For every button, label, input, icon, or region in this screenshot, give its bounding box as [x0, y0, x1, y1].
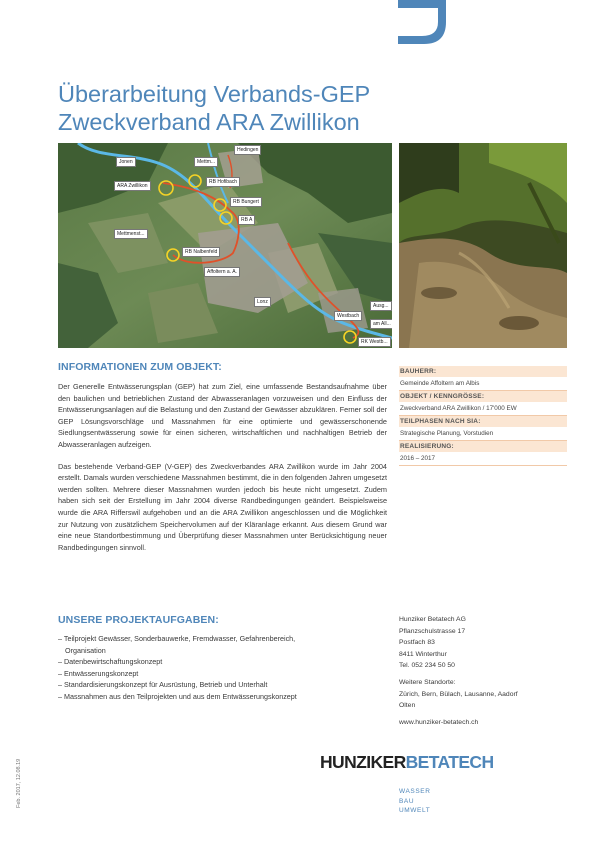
map-label-rk-westbach: RK Westb...: [358, 337, 391, 347]
contact-more-1: Zürich, Bern, Bülach, Lausanne, Aadorf: [399, 690, 518, 698]
task-item: – Datenbewirtschaftungskonzept: [58, 657, 163, 667]
stream-photo: [399, 143, 567, 348]
info-body: [58, 381, 387, 553]
map-label-rb-a: RB A: [238, 215, 255, 225]
document-date: Feb. 2017, 12.08.19: [16, 758, 22, 808]
map-label-am-albis: am All...: [370, 319, 392, 329]
task-item: – Standardisierungskonzept für Ausrüstung, Betrieb und Unterhalt: [58, 680, 268, 690]
task-item: – Teilprojekt Gewässer, Sonderbauwerke, Fremdwasser, Gefahrenbereich,: [58, 634, 296, 643]
title-line-2: Zweckverband ARA Zwillikon: [58, 109, 360, 135]
info-heading: INFORMATIONEN ZUM OBJEKT:: [58, 361, 222, 373]
fact-label-realisierung: REALISIERUNG:: [399, 441, 567, 452]
contact-website[interactable]: www.hunziker-betatech.ch: [399, 718, 479, 726]
fact-label-objekt: OBJEKT / KENNGRÖSSE:: [399, 391, 567, 402]
tagline: [399, 787, 431, 816]
map-label-rb-hofibach: RB Hofibach: [206, 177, 240, 187]
contact-company: Hunziker Betatech AG: [399, 616, 466, 623]
map-label-rb-bungert: RB Bungert: [230, 197, 262, 207]
fact-value-realisierung: 2016 – 2017: [399, 452, 567, 466]
map-label-rb-nalbenfeld: RB Nalbenfeld: [182, 247, 220, 257]
logo-part-hunziker: HUNZIKER: [320, 752, 406, 772]
map-label-ara-zwillikon: ARA Zwillikon: [114, 181, 151, 191]
task-item: Organisation: [65, 645, 106, 655]
task-list: [58, 633, 393, 703]
contact-city: 8411 Winterthur: [399, 650, 447, 658]
task-item: – Massnahmen aus den Teilprojekten und aus dem Entwässerungskonzept: [58, 691, 297, 701]
contact-more-2: Olten: [399, 702, 416, 710]
fact-label-teilphasen: TEILPHASEN NACH SIA:: [399, 416, 567, 427]
tagline-wasser: WASSER: [399, 788, 431, 795]
contact-more-label: Weitere Standorte:: [399, 678, 456, 686]
brand-mark-icon: [398, 0, 468, 44]
company-logo: [320, 752, 494, 773]
contact-street: Pflanzschulstrasse 17: [399, 627, 466, 635]
map-label-mettmenstetten: Mettmenst...: [114, 229, 148, 239]
contact-pobox: Postfach 83: [399, 639, 435, 647]
fact-label-bauherr: BAUHERR:: [399, 366, 567, 377]
map-label-lonze: Lonz: [254, 297, 271, 307]
task-item: – Entwässerungskonzept: [58, 668, 139, 678]
info-paragraph-1: Der Generelle Entwässerungsplan (GEP) hat zum Ziel, eine umfassende Bestandsaufnahme über den baulichen und betrieblichen Zustand der Abwasseranlagen vorzuweisen und den Einfluss der Entwässerungsanlagen auf die Belastung und den Zustand der Gewässer abzuklären. Ferner soll der GEP Lösungsvorschläge und Massnahmen für eine optimierte und gewässerschonende Siedlungsentwässerung sowie für einen sicheren, wirtschaftlichen und nachhaltigen Betrieb der Abwasseranlagen aufzeigen.: [58, 382, 387, 449]
map-label-hedingen: Hedingen: [234, 145, 261, 155]
fact-value-objekt: Zweckverband ARA Zwillikon / 17'000 EW: [399, 402, 567, 416]
tagline-umwelt: UMWELT: [399, 807, 431, 814]
logo-part-betatech: BETATECH: [405, 752, 494, 772]
map-label-jonen: Jonen: [116, 157, 136, 167]
map-label-ausgang: Ausg...: [370, 301, 392, 311]
map-label-hedingen-2: Mettm...: [194, 157, 218, 167]
info-paragraph-2: Das bestehende Verband-GEP (V-GEP) des Zweckverbandes ARA Zwillikon wurde im Jahr 2004 erstellt. Damals wurden verschiedene Massnahmen bestimmt, die in den folgenden Jahren umgesetzt werden sollten. Mehrere dieser Massnahmen wurden jedoch bis heute nicht umgesetzt. Zudem haben sich seit der Erstellung im Jahr 2004 diverse Randbedingungen geändert. Beispielsweise wurde die ARA Rifferswil aufgehoben und an die ARA Zwillikon angeschlossen und die Möglichkeit zur Nutzung von zusätzlichem Speichervolumen auf der Kläranlage erkannt. Aus diesem Grund war eine neue Standortbestimmung und Überprüfung dieser Massnahmen unter Berücksichtigung neuer Randbedingungen sinnvoll.: [58, 461, 387, 552]
project-facts: [399, 366, 567, 466]
map-label-westbach: Westbach: [334, 311, 362, 321]
map-label-affoltern: Affoltern a. A.: [204, 267, 240, 277]
page-title: [58, 80, 558, 136]
contact-block: [399, 614, 518, 728]
tasks-heading: UNSERE PROJEKTAUFGABEN:: [58, 614, 219, 626]
title-line-1: Überarbeitung Verbands-GEP: [58, 81, 371, 107]
fact-value-bauherr: Gemeinde Affoltern am Albis: [399, 377, 567, 391]
tagline-bau: BAU: [399, 797, 415, 805]
fact-value-teilphasen: Strategische Planung, Vorstudien: [399, 427, 567, 441]
project-map: [58, 143, 392, 348]
contact-phone: Tel. 052 234 50 50: [399, 662, 455, 670]
